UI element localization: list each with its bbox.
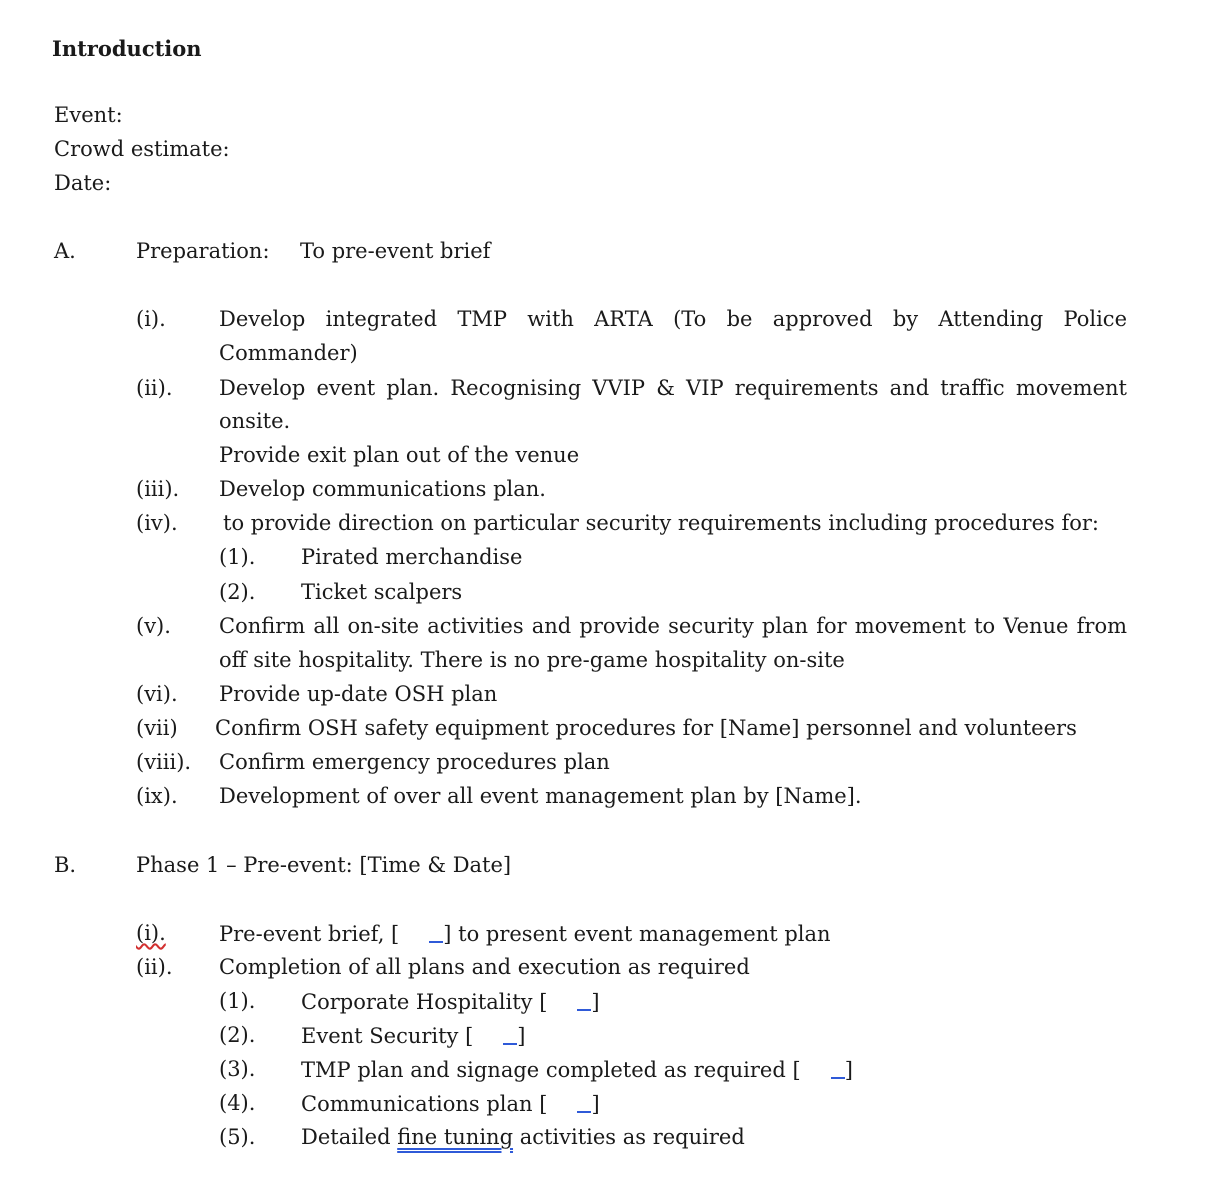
item-text-continued: off site hospitality. There is no pre-game hospitality on-site: [219, 648, 845, 672]
blank-field-marker: [577, 989, 591, 1011]
item-text: Develop integrated TMP with ARTA (To be approved by Attending Police: [219, 307, 1127, 331]
item-text: Develop communications plan.: [219, 477, 546, 501]
item-number: (ix).: [136, 784, 178, 808]
item-number: (iv).: [136, 511, 178, 535]
blank-field-marker: [577, 1091, 591, 1113]
section-b-heading: Phase 1 – Pre-event: [Time & Date]: [136, 853, 512, 877]
item-text: Development of over all event management plan by [Name].: [219, 784, 862, 808]
subitem-text: Communications plan [ ]: [301, 1092, 600, 1116]
item-text: Confirm all on-site activities and provide security plan for movement to Venue from: [219, 614, 1127, 638]
date-field-label: Date:: [54, 171, 112, 195]
item-number: (i).: [136, 921, 166, 945]
item-text-continued: Provide exit plan out of the venue: [219, 443, 580, 467]
item-number: (iii).: [136, 477, 180, 501]
subitem-number: (1).: [219, 545, 256, 569]
crowd-estimate-field-label: Crowd estimate:: [54, 137, 230, 161]
blank-field-marker: [503, 1023, 517, 1045]
item-number: (vi).: [136, 682, 178, 706]
item-text: to provide direction on particular security requirements including procedures for:: [223, 511, 1100, 535]
item-number: (ii).: [136, 955, 173, 979]
item-text: Completion of all plans and execution as required: [219, 955, 750, 979]
item-text: Confirm emergency procedures plan: [219, 750, 610, 774]
item-text: Provide up-date OSH plan: [219, 682, 498, 706]
section-b-letter: B.: [54, 853, 77, 877]
item-number: (v).: [136, 614, 171, 638]
subitem-number: (3).: [219, 1057, 256, 1081]
subitem-text: Corporate Hospitality [ ]: [301, 990, 600, 1014]
section-a-heading: Preparation:: [136, 239, 270, 263]
subitem-text: TMP plan and signage completed as required [ ]: [301, 1058, 853, 1082]
item-number: (viii).: [136, 750, 192, 774]
subitem-number: (2).: [219, 1023, 256, 1047]
subitem-text: Detailed fine tuning activities as required: [301, 1125, 745, 1149]
item-number: (i).: [136, 307, 166, 331]
subitem-number: (1).: [219, 989, 256, 1013]
item-number: (ii).: [136, 376, 173, 400]
item-text: Confirm OSH safety equipment procedures for [Name] personnel and volunteers: [215, 716, 1077, 740]
subitem-text: Ticket scalpers: [301, 580, 463, 604]
subitem-text: Pirated merchandise: [301, 545, 523, 569]
fine-tuning-underlined-text: fine tuning: [397, 1125, 514, 1149]
section-a-subheading: To pre-event brief: [300, 239, 491, 263]
subitem-number: (4).: [219, 1091, 256, 1115]
subitem-number: (2).: [219, 580, 256, 604]
item-text: Develop event plan. Recognising VVIP & VIP requirements and traffic movement: [219, 376, 1127, 400]
item-text: Pre-event brief, [ ] to present event management plan: [219, 922, 831, 946]
item-text-continued: onsite.: [219, 409, 291, 433]
document-title: Introduction: [52, 36, 202, 61]
blank-field-marker: [429, 921, 443, 943]
event-field-label: Event:: [54, 103, 123, 127]
subitem-text: Event Security [ ]: [301, 1024, 526, 1048]
section-a-letter: A.: [54, 239, 76, 263]
blank-field-marker: [831, 1057, 845, 1079]
item-number: (vii): [136, 716, 178, 740]
item-text-continued: Commander): [219, 341, 358, 365]
subitem-number: (5).: [219, 1125, 256, 1149]
